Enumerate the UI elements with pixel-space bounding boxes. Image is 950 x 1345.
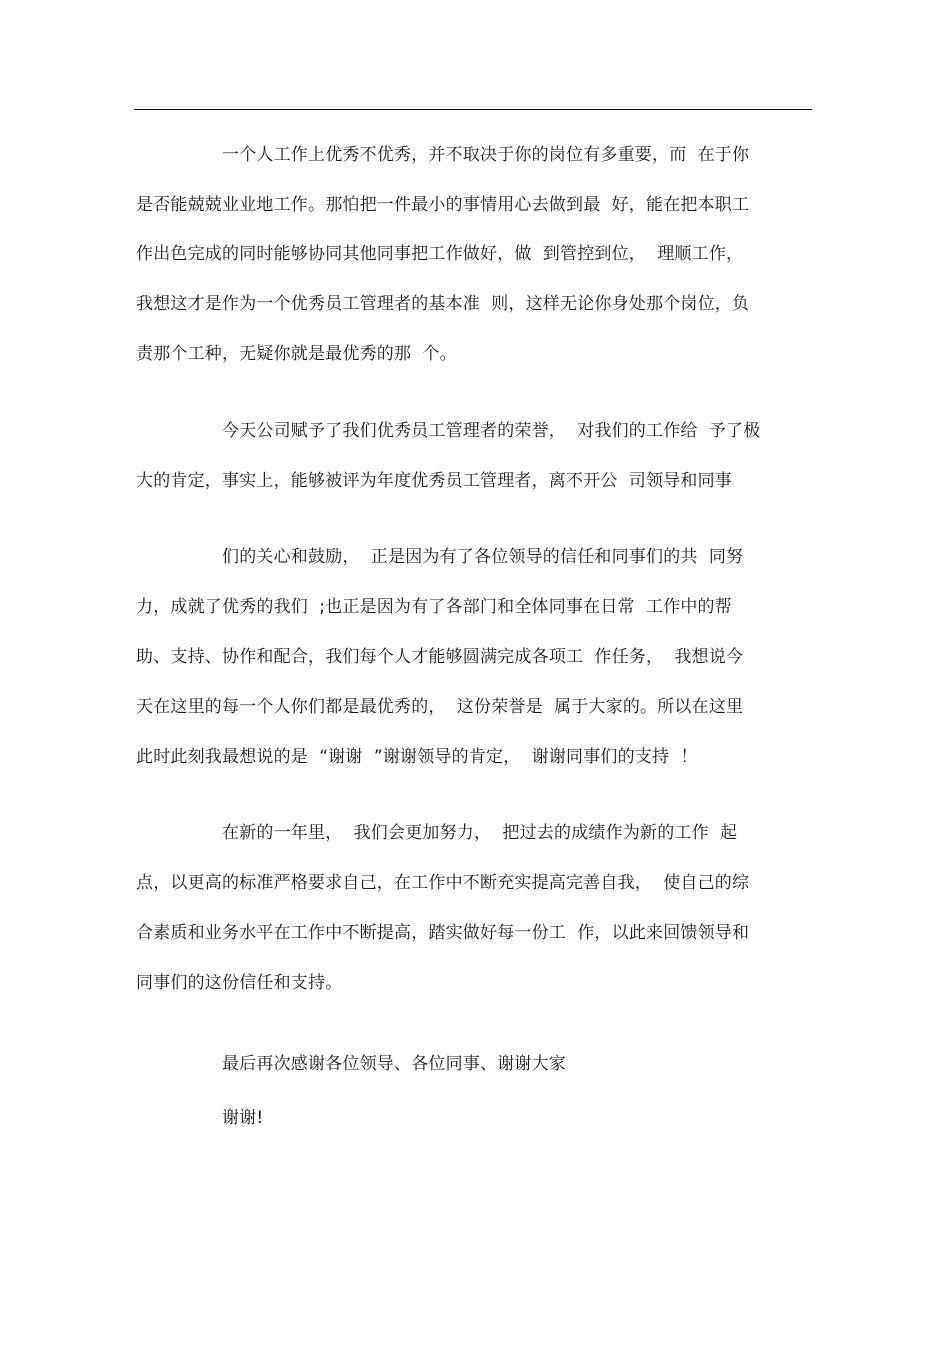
paragraph-1-line-3: 作出色完成的同时能够协同其他同事把工作做好，做 到管控到位， 理顺工作， — [136, 244, 744, 264]
paragraph-3-line-2: 力，成就了优秀的我们 ;也正是因为有了各部门和全体同事在日常 工作中的帮 — [136, 597, 732, 617]
paragraph-2-line-2: 大的肯定，事实上，能够被评为年度优秀员工管理者，离不开公 司领导和同事 — [136, 471, 733, 491]
header-rule — [134, 109, 812, 110]
paragraph-4-line-1: 在新的一年里， 我们会更加努力， 把过去的成绩作为新的工作 起 — [222, 823, 738, 843]
final-thanks-line: 谢谢! — [222, 1108, 264, 1128]
paragraph-3-line-3: 助、支持、协作和配合，我们每个人才能够圆满完成各项工 作任务， 我想说今 — [136, 647, 744, 667]
paragraph-3-line-1: 们的关心和鼓励， 正是因为有了各位领导的信任和同事们的共 同努 — [222, 547, 744, 567]
paragraph-4-line-4: 同事们的这份信任和支持。 — [136, 973, 343, 993]
paragraph-2-line-1: 今天公司赋予了我们优秀员工管理者的荣誉， 对我们的工作给 予了极 — [222, 421, 761, 441]
paragraph-3-line-5: 此时此刻我最想说的是 “谢谢 ”谢谢领导的肯定， 谢谢同事们的支持 ！ — [136, 747, 698, 767]
paragraph-1-line-5: 责那个工种，无疑你就是最优秀的那 个。 — [136, 344, 457, 364]
paragraph-3-line-4: 天在这里的每一个人你们都是最优秀的， 这份荣誉是 属于大家的。所以在这里 — [136, 697, 744, 717]
paragraph-4-line-3: 合素质和业务水平在工作中不断提高，踏实做好每一份工 作，以此来回馈领导和 — [136, 923, 750, 943]
paragraph-1-line-1: 一个人工作上优秀不优秀，并不取决于你的岗位有多重要，而 在于你 — [222, 145, 750, 165]
paragraph-4-line-2: 点，以更高的标准严格要求自己，在工作中不断充实提高完善自我， 使自己的综 — [136, 873, 750, 893]
paragraph-1-line-4: 我想这才是作为一个优秀员工管理者的基本准 则，这样无论你身处那个岗位，负 — [136, 294, 750, 314]
paragraph-1-line-2: 是否能兢兢业业地工作。那怕把一件最小的事情用心去做到最 好，能在把本职工 — [136, 195, 750, 215]
closing-thanks-line: 最后再次感谢各位领导、各位同事、谢谢大家 — [222, 1054, 566, 1074]
